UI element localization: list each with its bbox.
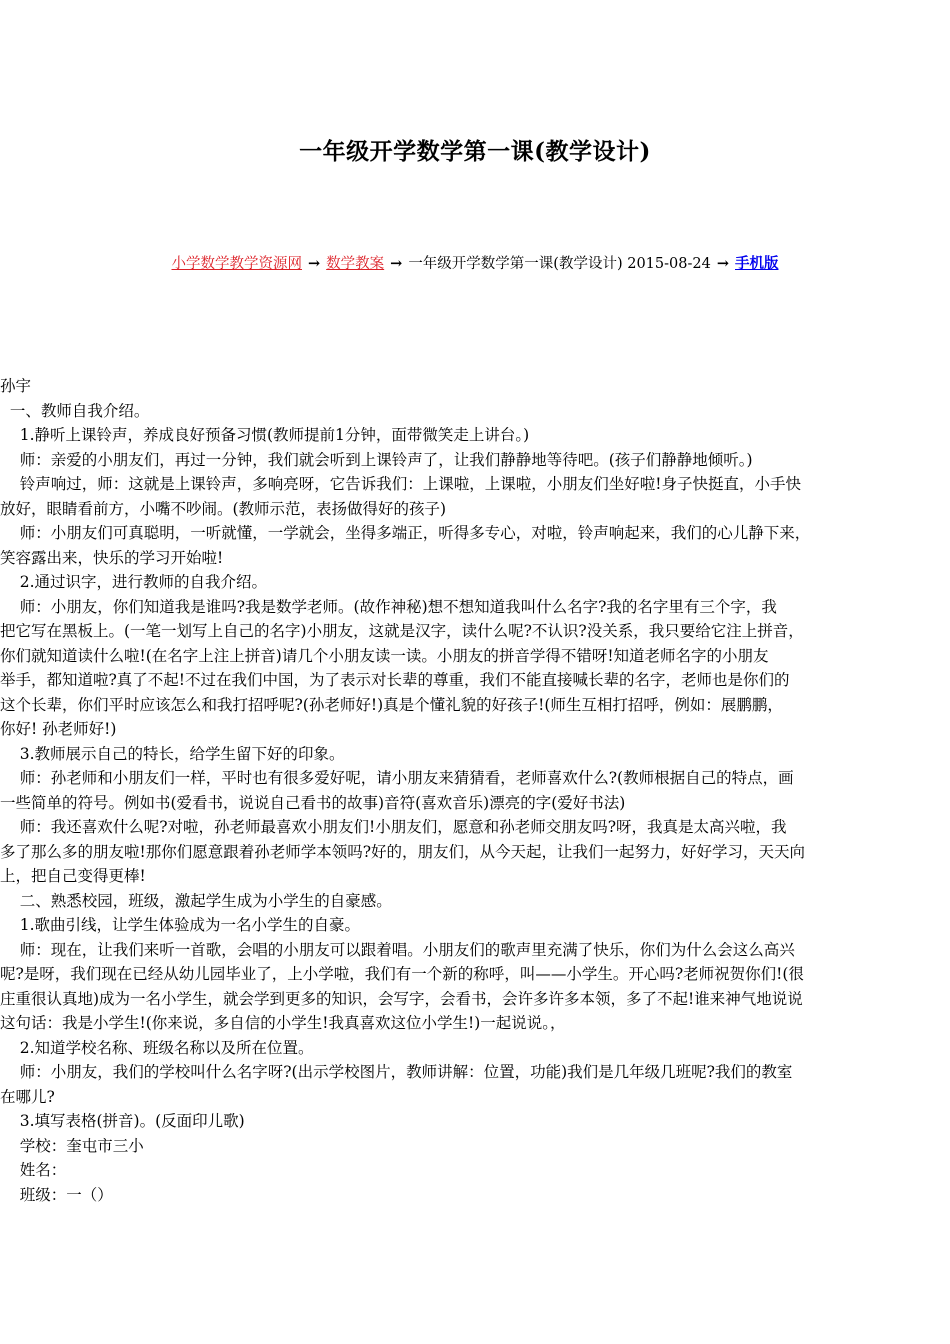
text-line: 师：小朋友，我们的学校叫什么名字呀?(出示学校图片，教师讲解：位置，功能)我们是几年级几班呢?我们的教室 (0, 1063, 793, 1081)
text-line: 你好! 孙老师好!) (0, 720, 117, 738)
text-line: 把它写在黑板上。(一笔一划写上自己的名字)小朋友，这就是汉字，读什么呢?不认识?没关系，我只要给它注上拼音， (0, 622, 804, 640)
text-line: 师：小朋友，你们知道我是谁吗?我是数学老师。(故作神秘)想不想知道我叫什么名字?我的名字里有三个字，我 (0, 597, 777, 616)
text-line: 这句话：我是小学生!(你来说，多自信的小学生!我真喜欢这位小学生!)一起说说。， (0, 1014, 566, 1032)
text-line: 师：我还喜欢什么呢?对啦，孙老师最喜欢小朋友们!小朋友们，愿意和孙老师交朋友吗?呀，我真是太高兴啦，我 (0, 818, 787, 836)
text-line: 你们就知道读什么啦!(在名字上注上拼音)请几个小朋友读一读。小朋友的拼音学得不错呀!知道老师名字的小朋友 (0, 646, 769, 665)
text-line: 放好，眼睛看前方，小嘴不吵闹。(教师示范，表扬做得好的孩子) (0, 499, 447, 518)
breadcrumb-arrow: → (390, 255, 403, 272)
mobile-version-link[interactable]: 手机版 (735, 255, 779, 272)
breadcrumb-arrow: → (308, 255, 321, 272)
text-line: 在哪儿? (0, 1087, 55, 1106)
text-line: 3.教师展示自己的特长，给学生留下好的印象。 (0, 744, 345, 763)
text-line: 举手，都知道啦?真了不起!不过在我们中国，为了表示对长辈的尊重，我们不能直接喊长辈的名字，老师也是你们的 (0, 671, 790, 689)
article-body (0, 374, 950, 1207)
text-line: 1.歌曲引线，让学生体验成为一名小学生的自豪。 (0, 916, 360, 934)
author-line: 孙宇 (0, 377, 32, 395)
text-line: 一些简单的符号。例如书(爱看书，说说自己看书的故事)音符(喜欢音乐)漂亮的字(爱好书法) (0, 793, 626, 812)
text-line: 师：小朋友们可真聪明，一听就懂，一学就会，坐得多端正，听得多专心，对啦，铃声响起来，我们的心儿静下来， (0, 524, 811, 542)
breadcrumb-category-link[interactable]: 数学教案 (326, 256, 385, 272)
text-line: 3.填写表格(拼音)。(反面印儿歌) (0, 1112, 245, 1130)
text-line: 多了那么多的朋友啦!那你们愿意跟着孙老师学本领吗?好的，朋友们，从今天起，让我们一起努力，好好学习，天天向 (0, 842, 806, 861)
section-heading: 一、教师自我介绍。 (0, 401, 150, 420)
section-heading: 二、熟悉校园，班级，激起学生成为小学生的自豪感。 (0, 891, 392, 910)
text-line: 上，把自己变得更棒! (0, 867, 146, 885)
text-line: 师：孙老师和小朋友们一样，平时也有很多爱好呢，请小朋友来猜猜看，老师喜欢什么?(教师根据自己的特点，画 (0, 769, 794, 787)
breadcrumb (0, 252, 950, 273)
text-line: 师：现在，让我们来听一首歌，会唱的小朋友可以跟着唱。小朋友们的歌声里充满了快乐，你们为什么会这么高兴 (0, 940, 795, 959)
text-line: 呢?是呀，我们现在已经从幼儿园毕业了，上小学啦，我们有一个新的称呼，叫——小学生。开心吗?老师祝贺你们!(很 (0, 965, 804, 983)
text-line: 庄重很认真地)成为一名小学生，就会学到更多的知识，会写字，会看书，会许多许多本领，多了不起!谁来神气地说说 (0, 989, 803, 1008)
breadcrumb-arrow: → (716, 255, 729, 272)
text-line: 2.通过识字，进行教师的自我介绍。 (0, 573, 267, 591)
breadcrumb-current: 一年级开学数学第一课(教学设计) 2015-08-24 (408, 256, 711, 272)
form-field-class: 班级：一（） (0, 1185, 113, 1204)
text-line: 2.知道学校名称、班级名称以及所在位置。 (0, 1038, 314, 1057)
text-line: 这个长辈，你们平时应该怎么和我打招呼呢?(孙老师好!)真是个懂礼貌的好孩子!(师生互相打招呼，例如：展鹏鹏， (0, 695, 783, 714)
form-field-name: 姓名： (0, 1161, 67, 1179)
text-line: 笑容露出来，快乐的学习开始啦! (0, 548, 224, 567)
page-title: 一年级开学数学第一课(教学设计) (299, 138, 651, 165)
text-line: 师：亲爱的小朋友们，再过一分钟，我们就会听到上课铃声了，让我们静静地等待吧。(孩子们静静地倾听。) (0, 450, 753, 469)
text-line: 铃声响过，师：这就是上课铃声，多响亮呀，它告诉我们：上课啦，上课啦，小朋友们坐好啦!身子快挺直，小手快 (0, 475, 801, 493)
text-line: 1.静听上课铃声，养成良好预备习惯(教师提前1分钟，面带微笑走上讲台。) (0, 426, 530, 444)
breadcrumb-site-link[interactable]: 小学数学教学资源网 (171, 256, 302, 272)
form-field-school: 学校：奎屯市三小 (0, 1136, 144, 1155)
